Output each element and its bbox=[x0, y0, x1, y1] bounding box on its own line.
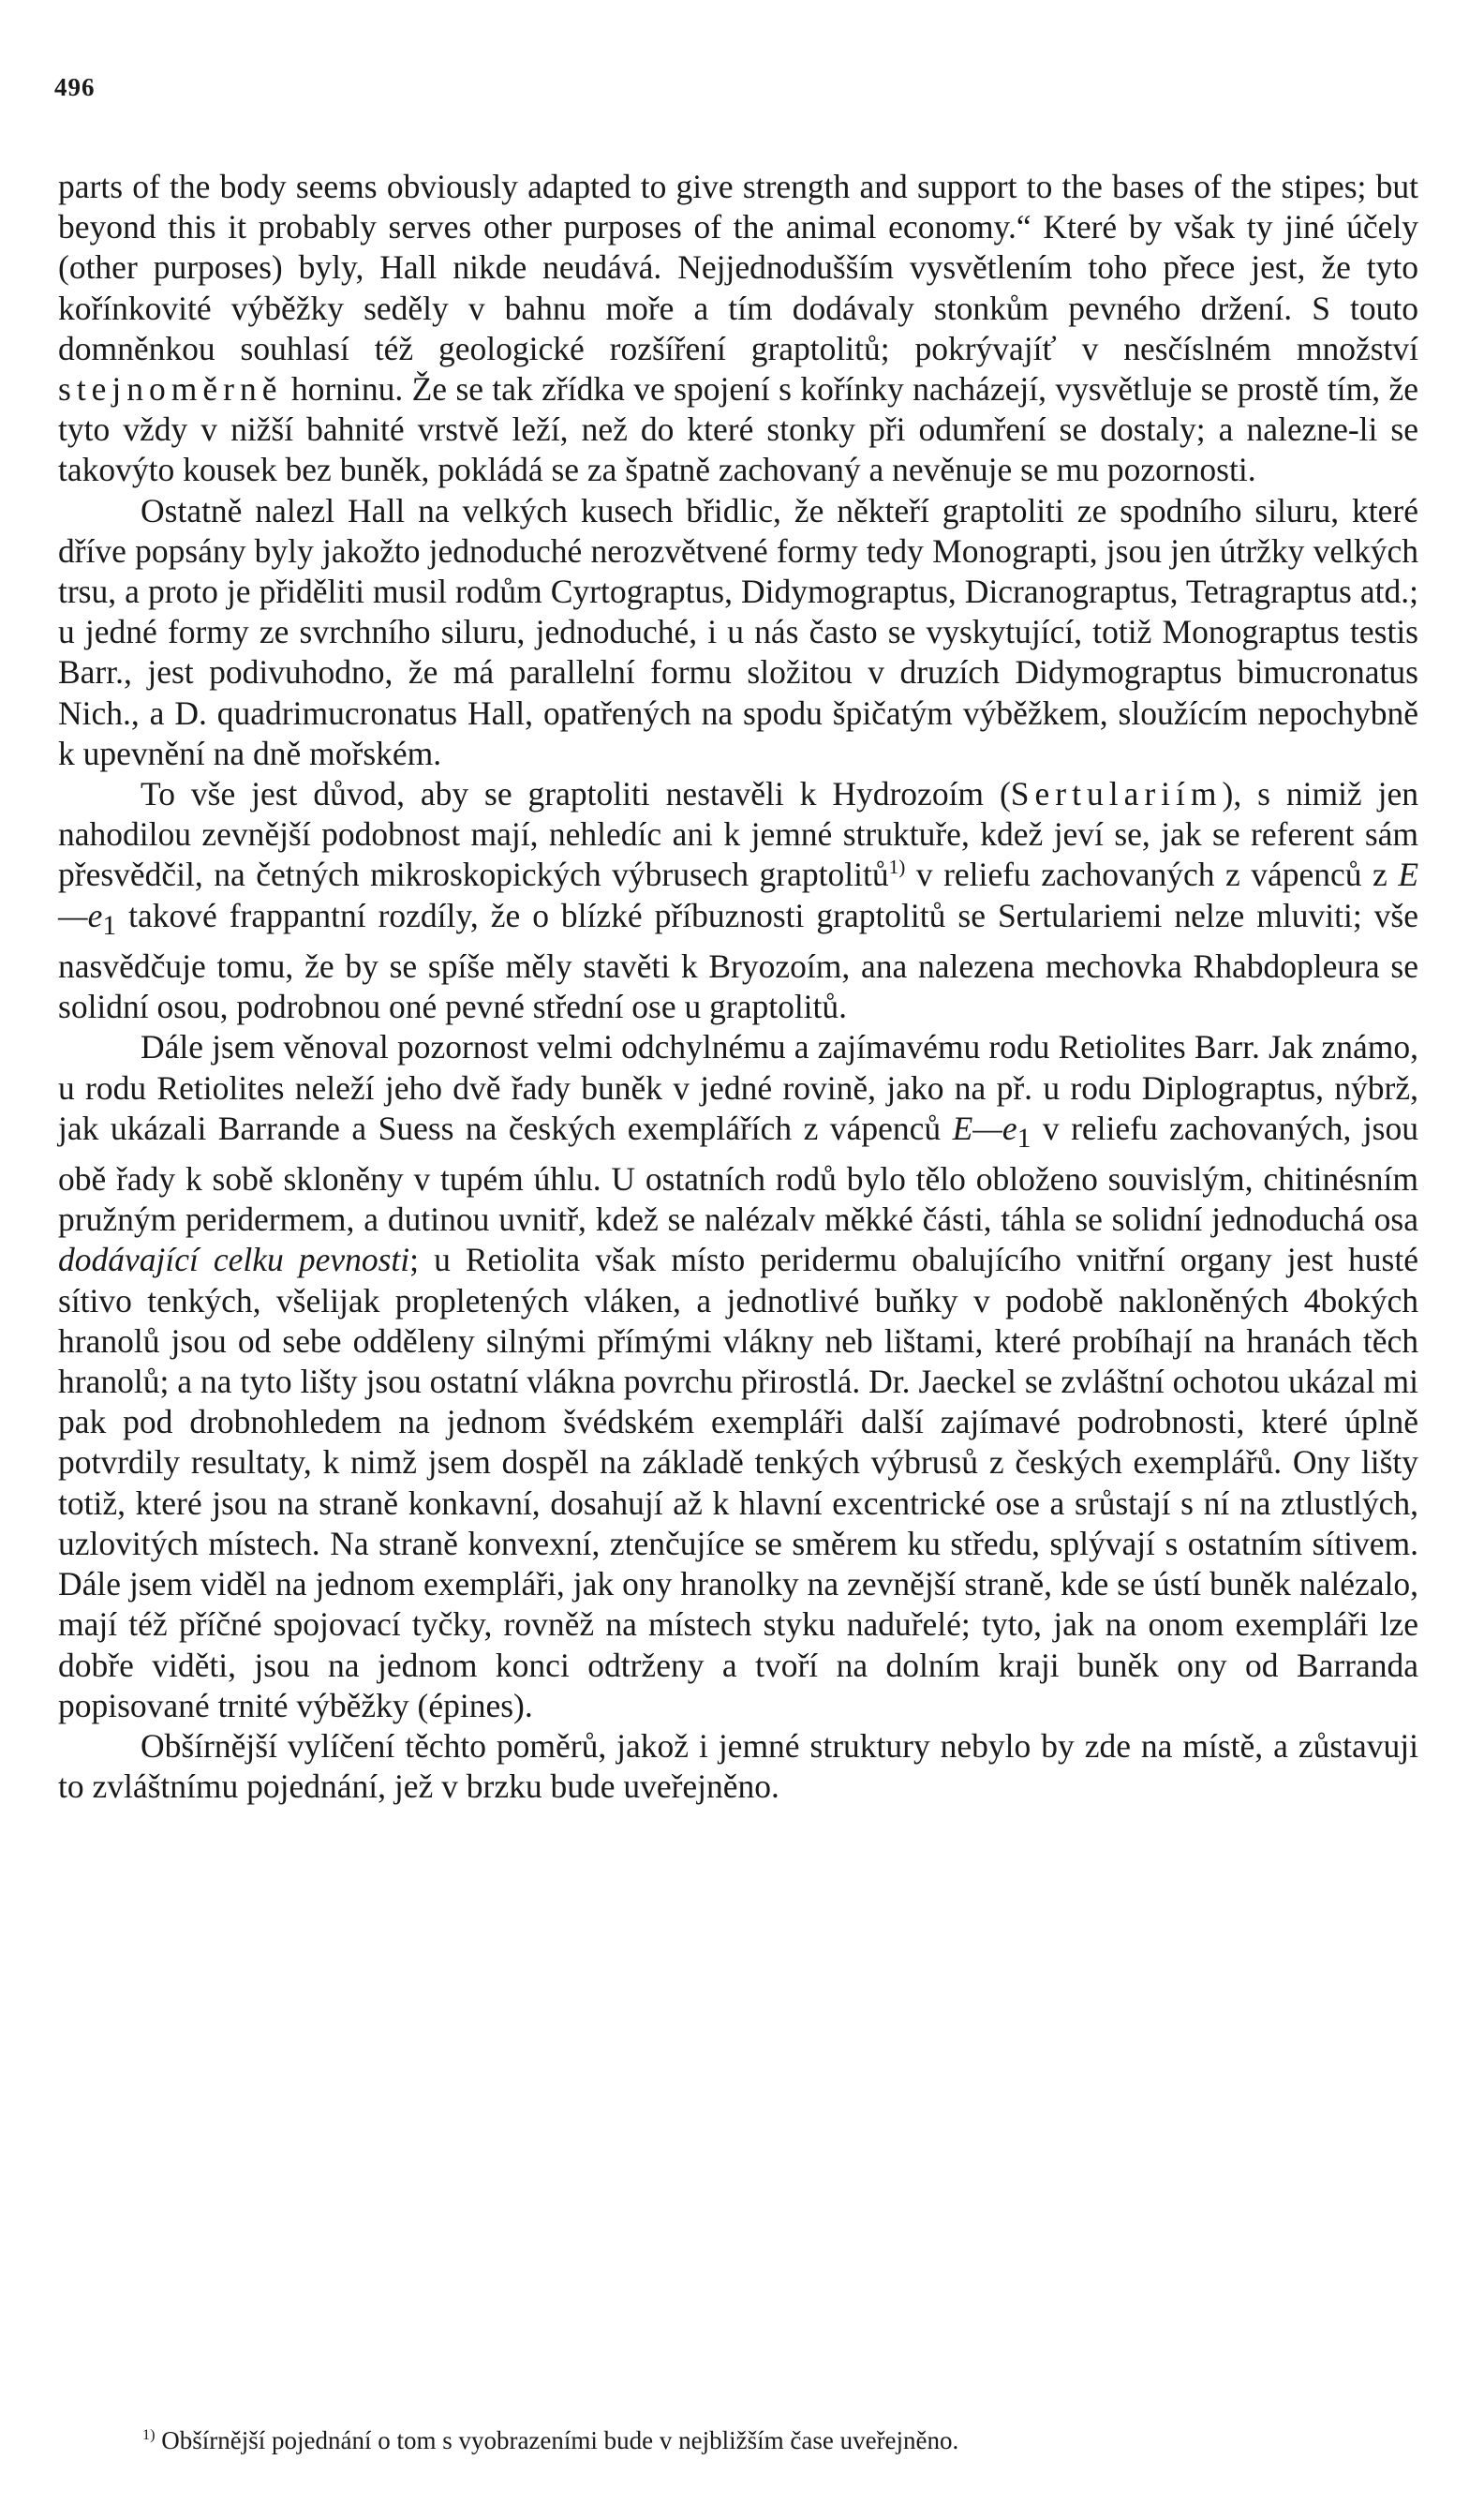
subscript: 1 bbox=[102, 910, 117, 941]
footnote-marker: 1) bbox=[142, 2426, 156, 2443]
text-run: ), s nimiž jen nahodilou zevnější podobnost mají, nehledíc ani k jemné struktuře, kdež jeví se, jak se referent sám přesvědčil, na četných mikroskopických výbrusech graptolitů bbox=[58, 775, 1418, 894]
paragraph bbox=[58, 774, 1418, 1027]
emphasis-text: E—e bbox=[58, 856, 1418, 934]
text-run: Dále jsem věnoval pozornost velmi odchylnému a zajímavému rodu Retiolites Barr. Jak známo, u rodu Retiolites neleží jeho dvě řady buněk v jedné rovině, jako na př. u rodu Diplograptus, nýbrž, jak ukázali Barrande a Suess na českých exemplářích z vápenců bbox=[58, 1028, 1418, 1147]
emphasis-text: dodávající celku pevnosti bbox=[58, 1241, 410, 1279]
subscript: 1 bbox=[1017, 1123, 1031, 1154]
spaced-text: stejnoměrně bbox=[58, 370, 283, 409]
footnote-reference: 1) bbox=[888, 856, 906, 879]
paragraph bbox=[58, 1027, 1418, 1726]
text-run: Obšírnější vylíčení těchto poměrů, jakož i jemné struktury nebylo by zde na místě, a zůstavuji to zvláštnímu pojednání, jež v brzku bude uveřejněno. bbox=[58, 1726, 1418, 1806]
text-run: takové frappantní rozdíly, že o blízké příbuznosti graptolitů se Sertulariemi nelze mluviti; vše nasvědčuje tomu, že by se spíše měly stavěti k Bryozoím, ana nalezena mechovka Rhabdopleura se solidní osou, podrobnou oné pevné střední ose u graptolitů. bbox=[58, 896, 1418, 1026]
text-run: To vše jest důvod, aby se graptoliti nestavěli k Hydrozoím ( bbox=[141, 775, 1011, 813]
text-run: Ostatně nalezl Hall na velkých kusech břidlic, že někteří graptoliti ze spodního siluru, které dříve popsány byly jakožto jednoduché nerozvětvené formy tedy Monograpti, jsou jen útržky velkých trsu, a proto je přiděliti musil rodům Cyrtograptus, Didymograptus, Dicranograptus, Tetragraptus atd.; u jedné formy ze svrchního siluru, jednoduché, i u nás často se vyskytující, totiž Monograptus testis Barr., jest podivuhodno, že má parallelní formu složitou v druzích Didymograptus bimucronatus Nich., a D. quadrimucronatus Hall, opatřených na spodu špičatým výběžkem, sloužícím nepochybně k upevnění na dně mořském. bbox=[58, 491, 1418, 772]
emphasis-text: E—e bbox=[952, 1109, 1017, 1147]
paragraph bbox=[58, 491, 1418, 774]
body-text bbox=[58, 167, 1418, 1807]
paragraph bbox=[58, 1726, 1418, 1807]
footnote bbox=[58, 2425, 1418, 2455]
page-number: 496 bbox=[54, 73, 96, 101]
text-run: ; u Retiolita však místo peridermu obalujícího vnitřní organy jest husté sítivo tenkých, všelijak propletených vláken, a jednotlivé buňky v podobě nakloněných 4bokých hranolů jsou od sebe odděleny silnými přímými vlákny neb lištami, které probíhají na hranách těch hranolů; a na tyto lišty jsou ostatní vlákna povrchu přirostlá. Dr. Jaeckel se zvláštní ochotou ukázal mi pak pod drobnohledem na jednom švédském exempláři další zajímavé podrobnosti, které úplně potvrdily resultaty, k nimž jsem dospěl na základě tenkých výbrusů z českých exemplářů. Ony lišty totiž, které jsou na straně konkavní, dosahují až k hlavní excentrické ose a srůstají s ní na ztlustlých, uzlovitých místech. Na straně konvexní, ztenčujíce se směrem ku středu, splývají s ostatním sítivem. Dále jsem viděl na jednom exempláři, jak ony hranolky na zevnější straně, kde se ústí buněk nalézalo, mají též příčné spojovací tyčky, rovněž na místech styku naduřelé; tyto, jak na onom exempláři lze dobře viděti, jsou na jednom konci odtrženy a tvoří na dolním kraji buněk ony od Barranda popisované trnité výběžky (épines). bbox=[58, 1241, 1418, 1724]
text-run: v reliefu zachovaných, jsou obě řady k sobě skloněny v tupém úhlu. U ostatních rodů bylo tělo obloženo souvislým, chitinésním pružným peridermem, a dutinou uvnitř, kdež se nalézalv měkké části, táhla se solidní jednoduchá osa bbox=[58, 1109, 1418, 1239]
spaced-text: Sertulariím bbox=[1010, 775, 1223, 813]
text-run: horninu. Že se tak zřídka ve spojení s kořínky nacházejí, vysvětluje se prostě tím, že tyto vždy v nižší bahnité vrstvě leží, než do které stonky při odumření se dostaly; a nalezne-li se takovýto kousek bez buněk, pokládá se za špatně zachovaný a nevěnuje se mu pozornosti. bbox=[58, 370, 1418, 489]
paragraph bbox=[58, 167, 1418, 491]
text-run: v reliefu zachovaných z vápenců z bbox=[905, 856, 1399, 894]
footnote-text: Obšírnější pojednání o tom s vyobrazeními bude v nejbližším čase uveřejněno. bbox=[155, 2426, 959, 2454]
text-run: parts of the body seems obviously adapted to give strength and support to the bases of the stipes; but beyond this it probably serves other purposes of the animal economy.“ Které by však ty jiné účely (other purposes) byly, Hall nikde neudává. Nejjednodušším vysvětlením toho přece jest, že tyto kořínkovité výběžky seděly v bahnu moře a tím dodávaly stonkům pevného držení. S touto domněnkou souhlasí též geologické rozšíření graptolitů; pokrývajíť v nesčíslném množství bbox=[58, 168, 1418, 367]
